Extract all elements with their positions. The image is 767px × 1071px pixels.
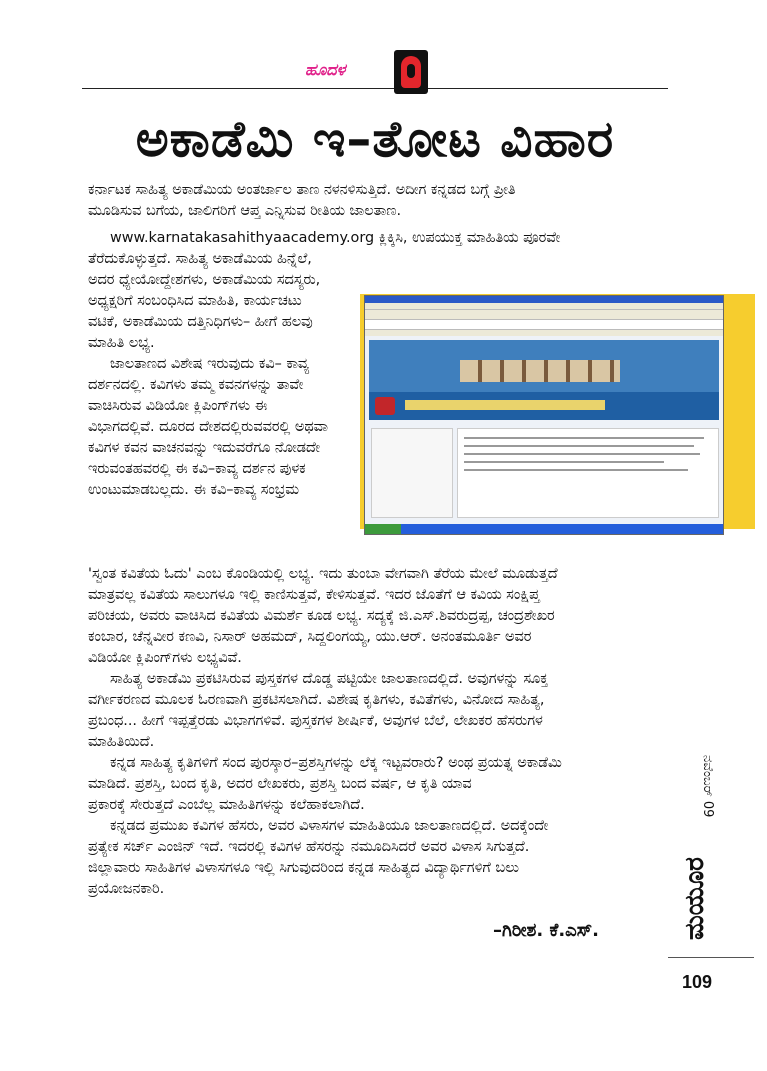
text-line: ಮಾಹಿತಿಯಿದೆ. xyxy=(88,734,155,750)
website-screenshot xyxy=(364,295,724,535)
text-line: ಕವಿಗಳ ಕವನ ವಾಚನವನ್ನು ಇದುವರೆಗೂ ನೋಡದೇ xyxy=(88,440,320,456)
text-line: 'ಸ್ವಂತ ಕವಿತೆಯ ಓದು' ಎಂಬ ಕೊಂಡಿಯಲ್ಲಿ ಲಭ್ಯ. ಇದು ತುಂಬಾ ವೇಗವಾಗಿ ತೆರೆಯ ಮೇಲೆ ಮೂಡುತ್ತದೆ xyxy=(88,566,558,582)
text-line: ಮಾಹಿತಿ ಲಭ್ಯ. xyxy=(88,335,155,351)
text-line: ಕನ್ನಡ ಸಾಹಿತ್ಯ ಕೃತಿಗಳಿಗೆ ಸಂದ ಪುರಸ್ಕಾರ–ಪ್ರಶಸ್ತಿಗಳನ್ನು ಲೆಕ್ಕ ಇಟ್ಟವರಾರು? ಅಂಥ ಪ್ರಯತ್ನ ಅಕಾಡೆಮಿ xyxy=(110,755,562,771)
footer-rule xyxy=(668,957,754,958)
text-line: ಪ್ರಬಂಧ... ಹೀಗೆ ಇಪ್ಪತ್ತೆರಡು ವಿಭಾಗಗಳಿವೆ. ಪುಸ್ತಕಗಳ ಶೀರ್ಷಿಕೆ, ಅವುಗಳ ಬೆಲೆ, ಲೇಖಕರ ಹೆಸರುಗಳ xyxy=(88,713,543,729)
magazine-logo-icon xyxy=(394,50,428,94)
text-line: ಪ್ರಯೋಜನಕಾರಿ. xyxy=(88,881,165,897)
text-line: ವಟಿಕೆ, ಅಕಾಡೆಮಿಯ ದತ್ತಿನಿಧಿಗಳು– ಹೀಗೆ ಹಲವು xyxy=(88,314,313,330)
text-line: ವಾಚಿಸಿರುವ ವಿಡಿಯೋ ಕ್ಲಿಪಿಂಗ್‌ಗಳು ಈ xyxy=(88,398,268,414)
text-line: ಪ್ರಕಾರಕ್ಕೆ ಸೇರುತ್ತದೆ ಎಂಬೆಲ್ಲ ಮಾಹಿತಿಗಳನ್ನು ಕಲೆಹಾಕಲಾಗಿದೆ. xyxy=(88,797,365,813)
page-number: 109 xyxy=(682,972,713,992)
magazine-name: ಮಯೂರ xyxy=(680,857,710,940)
column-text xyxy=(88,228,561,249)
text-line: ಮಾತ್ರವಲ್ಲ ಕವಿತೆಯ ಸಾಲುಗಳೂ ಇಲ್ಲಿ ಕಾಣಿಸುತ್ತವೆ, ಕೇಳಿಸುತ್ತವೆ. ಇದರ ಜೊತೆಗೆ ಆ ಕವಿಯ ಸಂಕ್ಷಿಪ್ತ xyxy=(88,587,540,603)
issue-date: ನವೆಂಬರ್ 09 xyxy=(700,755,715,818)
text-line: ಮಾಡಿದೆ. ಪ್ರಶಸ್ತಿ, ಬಂದ ಕೃತಿ, ಅದರ ಲೇಖಕರು, ಪ್ರಶಸ್ತಿ ಬಂದ ವರ್ಷ, ಆ ಕೃತಿ ಯಾವ xyxy=(88,776,472,792)
text-line: ಪ್ರತ್ಯೇಕ ಸರ್ಚ್ ಎಂಜಿನ್ ಇದೆ. ಇದರಲ್ಲಿ ಕವಿಗಳ ಹೆಸರನ್ನು ನಮೂದಿಸಿದರೆ ಅವರ ವಿಳಾಸ ಸಿಗುತ್ತದೆ. xyxy=(88,839,530,855)
text-line: ವರ್ಗೀಕರಣದ ಮೂಲಕ ಓರಣವಾಗಿ ಪ್ರಕಟಿಸಲಾಗಿದೆ. ವಿಶೇಷ ಕೃತಿಗಳು, ಕವಿತೆಗಳು, ವಿನೋದ ಸಾಹಿತ್ಯ, xyxy=(88,692,545,708)
text-line: ಇರುವಂತಹವರಲ್ಲಿ ಈ ಕವಿ–ಕಾವ್ಯ ದರ್ಶನ ಪುಳಕ xyxy=(88,461,306,477)
page-title: ಅಕಾಡೆಮಿ ಇ–ತೋಟ ವಿಹಾರ xyxy=(135,110,615,168)
text-line: ಕರ್ನಾಟಕ ಸಾಹಿತ್ಯ ಅಕಾಡೆಮಿಯ ಅಂತರ್ಜಾಲ ತಾಣ ನಳನಳಿಸುತ್ತಿದೆ. ಅದೀಗ ಕನ್ನಡದ ಬಗ್ಗೆ ಪ್ರೀತಿ xyxy=(88,182,516,198)
header-rule xyxy=(82,88,668,89)
intro-paragraph xyxy=(88,180,648,222)
text-line: ಜಾಲತಾಣದ ವಿಶೇಷ ಇರುವುದು ಕವಿ– ಕಾವ್ಯ xyxy=(110,356,310,372)
text-line: ಅಧ್ಯಕ್ಷರಿಗೆ ಸಂಬಂಧಿಸಿದ ಮಾಹಿತಿ, ಕಾರ್ಯಚಟು xyxy=(88,293,302,309)
text-line: ವಿಡಿಯೋ ಕ್ಲಿಪಿಂಗ್‌ಗಳು ಲಭ್ಯವಿವೆ. xyxy=(88,650,242,666)
text-line: ಜಿಲ್ಲಾವಾರು ಸಾಹಿತಿಗಳ ವಿಳಾಸಗಳೂ ಇಲ್ಲಿ ಸಿಗುವುದರಿಂದ ಕನ್ನಡ ಸಾಹಿತ್ಯದ ವಿದ್ಯಾರ್ಥಿಗಳಿಗೆ ಬಲು xyxy=(88,860,519,876)
author-signature: –ಗಿರೀಶ. ಕೆ.ಎಸ್. xyxy=(493,920,599,941)
text-line: www.karnatakasahithyaacademy.org ಕ್ಲಿಕ್ಕಿಸಿ, ಉಪಯುಕ್ತ ಮಾಹಿತಿಯ ಪೂರವೇ xyxy=(110,230,561,246)
text-line: ಮೂಡಿಸುವ ಬಗೆಯ, ಜಾಲಿಗರಿಗೆ ಆಪ್ತ ಎನ್ನಿಸುವ ರೀತಿಯ ಜಾಲತಾಣ. xyxy=(88,203,402,219)
text-line: ವಿಭಾಗದಲ್ಲಿವೆ. ದೂರದ ದೇಶದಲ್ಲಿರುವವರಲ್ಲಿ ಅಥವಾ xyxy=(88,419,328,435)
text-line: ಪರಿಚಯ, ಅವರು ವಾಚಿಸಿದ ಕವಿತೆಯ ವಿಮರ್ಶೆ ಕೂಡ ಲಭ್ಯ. ಸದ್ಯಕ್ಕೆ ಜಿ.ಎಸ್.ಶಿವರುದ್ರಪ್ಪ, ಚಂದ್ರಶೇಖರ xyxy=(88,608,555,624)
column-text-narrow xyxy=(88,249,360,501)
text-line: ಅದರ ಧ್ಯೇಯೋದ್ದೇಶಗಳು, ಅಕಾಡೆಮಿಯ ಸದಸ್ಯರು, xyxy=(88,272,321,288)
text-line: ಸಾಹಿತ್ಯ ಅಕಾಡೆಮಿ ಪ್ರಕಟಿಸಿರುವ ಪುಸ್ತಕಗಳ ದೊಡ್ಡ ಪಟ್ಟಿಯೇ ಜಾಲತಾಣದಲ್ಲಿದೆ. ಅವುಗಳನ್ನು ಸೂಕ್ತ xyxy=(110,671,548,687)
full-width-text xyxy=(88,564,658,900)
section-label: ಹೂದಳ xyxy=(305,60,346,79)
text-line: ಕನ್ನಡದ ಪ್ರಮುಖ ಕವಿಗಳ ಹೆಸರು, ಅವರ ವಿಳಾಸಗಳ ಮಾಹಿತಿಯೂ ಜಾಲತಾಣದಲ್ಲಿದೆ. ಅದಕ್ಕೆಂದೇ xyxy=(110,818,549,834)
text-line: ಕಂಬಾರ, ಚೆನ್ನವೀರ ಕಣವಿ, ನಿಸಾರ್ ಅಹಮದ್, ಸಿದ್ದಲಿಂಗಯ್ಯ, ಯು.ಆರ್. ಅನಂತಮೂರ್ತಿ ಅವರ xyxy=(88,629,532,645)
text-line: ಉಂಟುಮಾಡಬಲ್ಲದು. ಈ ಕವಿ–ಕಾವ್ಯ ಸಂಭ್ರಮ xyxy=(88,482,299,498)
text-line: ದರ್ಶನದಲ್ಲಿ. ಕವಿಗಳು ತಮ್ಮ ಕವನಗಳನ್ನು ತಾವೇ xyxy=(88,377,304,393)
text-line: ತೆರೆದುಕೊಳ್ಳುತ್ತದೆ. ಸಾಹಿತ್ಯ ಅಕಾಡೆಮಿಯ ಹಿನ್ನೆಲೆ, xyxy=(88,251,312,267)
